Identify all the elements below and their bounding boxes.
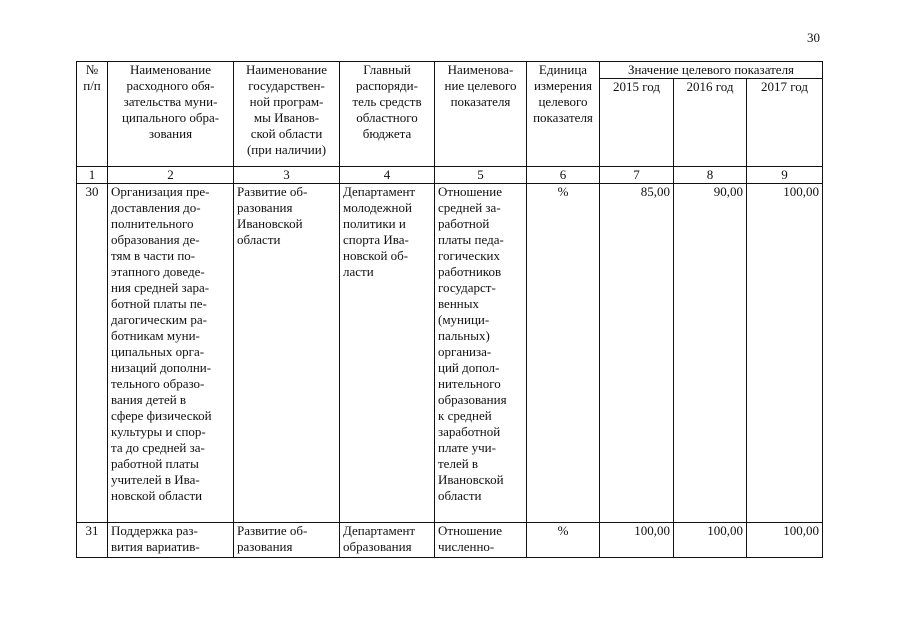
indicator-table xyxy=(76,61,823,558)
page-number: 30 xyxy=(807,30,820,45)
header-value-group: Значение целевого показателя xyxy=(600,62,823,79)
column-number: 5 xyxy=(435,167,527,184)
value-2017-cell: 100,00 xyxy=(747,184,823,523)
header-year-2016: 2016 год xyxy=(674,79,747,167)
indicator-cell: Отношение численно- xyxy=(438,523,502,554)
column-number: 8 xyxy=(674,167,747,184)
unit-cell: % xyxy=(527,523,600,558)
indicator-cell: Отношение средней за- работной платы педа- гогических работников государст- венных (муници- пальных) организа- ций допол- нительного образования к средней заработной плате учи- телей в Ивановской области xyxy=(435,184,527,523)
column-number: 6 xyxy=(527,167,600,184)
column-number: 2 xyxy=(108,167,234,184)
table-row xyxy=(77,523,823,558)
column-number: 9 xyxy=(747,167,823,184)
table-row xyxy=(77,184,823,523)
header-obligation: Наименование расходного обя- зательства муни- ципального обра- зования xyxy=(108,62,234,167)
unit-cell: % xyxy=(527,184,600,523)
header-year-2017: 2017 год xyxy=(747,79,823,167)
obligation-cell: Организация пре- доставления до- полнительного образования де- тям в части по- этапного доведе- ния средней зара- ботной платы пе- дагогическим ра- ботникам муни- ципальных орга- низаций дополни- тельного образо- вания детей в сфере физической культуры и спор- та до средней за- работной платы учителей в Ива- новской области xyxy=(108,184,234,523)
administrator-cell: Департамент образования xyxy=(343,523,416,554)
header-num: № п/п xyxy=(77,62,108,167)
header-year-2015: 2015 год xyxy=(600,79,674,167)
column-number: 1 xyxy=(77,167,108,184)
header-administrator: Главный распоряди- тель средств областного бюджета xyxy=(340,62,435,167)
administrator-cell: Департамент молодежной политики и спорта Ива- новской об- ласти xyxy=(340,184,435,523)
value-2016-cell: 100,00 xyxy=(674,523,747,558)
column-number: 7 xyxy=(600,167,674,184)
value-2017-cell: 100,00 xyxy=(747,523,823,558)
value-2015-cell: 100,00 xyxy=(600,523,674,558)
row-number: 31 xyxy=(77,523,108,558)
header-indicator: Наименова- ние целевого показателя xyxy=(435,62,527,167)
header-program: Наименование государствен- ной програм- мы Иванов- ской области (при наличии) xyxy=(234,62,340,167)
program-cell: Развитие об- разования xyxy=(237,523,308,554)
obligation-cell: Поддержка раз- вития вариатив- xyxy=(111,523,200,554)
value-2015-cell: 85,00 xyxy=(600,184,674,523)
value-2016-cell: 90,00 xyxy=(674,184,747,523)
column-number: 4 xyxy=(340,167,435,184)
column-number: 3 xyxy=(234,167,340,184)
header-unit: Единица измерения целевого показателя xyxy=(527,62,600,167)
program-cell: Развитие об- разования Ивановской области xyxy=(234,184,340,523)
row-number: 30 xyxy=(77,184,108,523)
